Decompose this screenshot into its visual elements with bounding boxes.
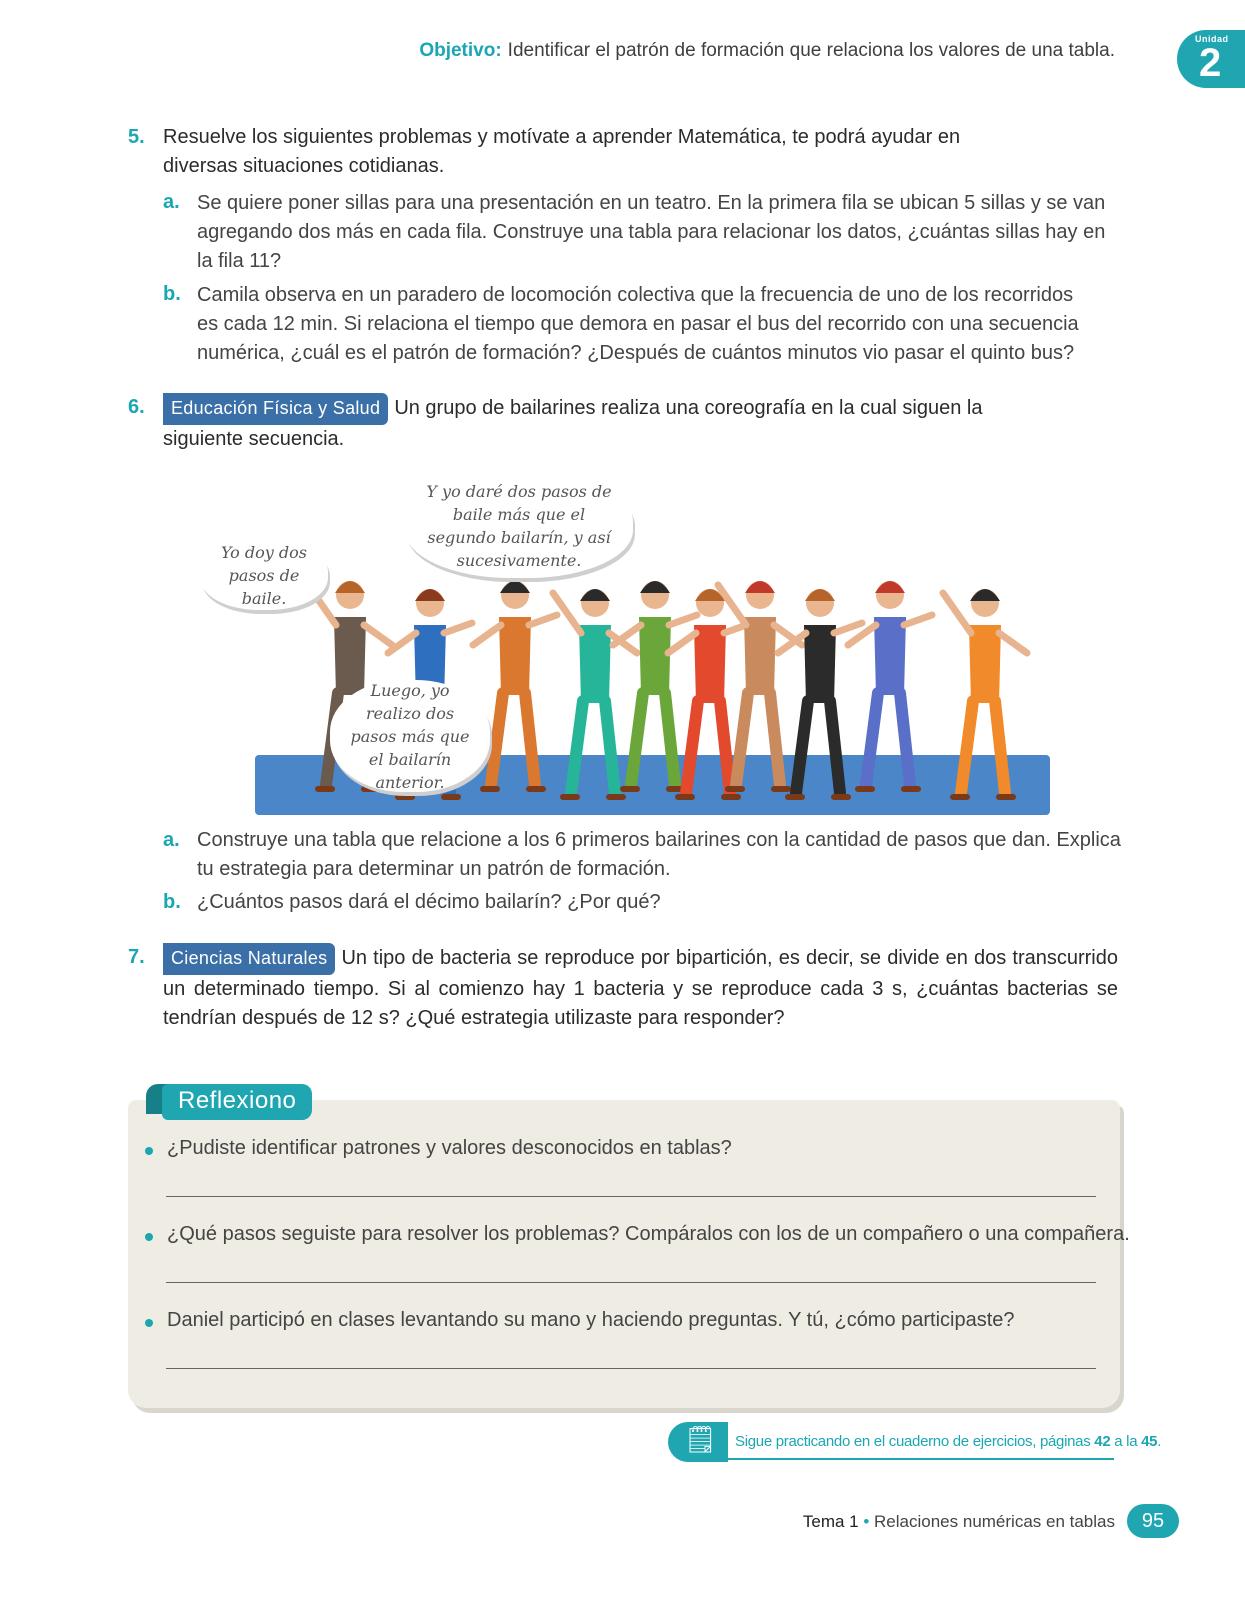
exercise-7-statement (163, 943, 1118, 1033)
bullet-icon (145, 1147, 153, 1155)
reflexiono-question-2: ¿Qué pasos seguiste para resolver los problemas? Compáralos con los de un compañero o una compañera. (167, 1223, 1130, 1245)
exercise-5b-text: Camila observa en un paradero de locomoción colectiva que la frecuencia de uno de los recorridos es cada 12 min. Si relaciona el tiempo que demora en pasar el bus del recorrido con una secuencia numérica, ¿cuál es el patrón de formación? ¿Después de cuántos minutos vio pasar el quinto bus? (197, 284, 1079, 364)
speech-bubble-third-dancer: Y yo daré dos pasos de baile más que el segundo bailarín, y así sucesivamente. (405, 474, 633, 578)
exercise-5-number: 5. (128, 126, 145, 148)
unit-badge (1177, 30, 1245, 88)
bullet-icon (145, 1233, 153, 1241)
subject-tag-physical-education: Educación Física y Salud (163, 393, 388, 425)
exercise-6-statement (163, 393, 1033, 454)
subject-tag-natural-sciences: Ciencias Naturales (163, 943, 335, 975)
dancer-8 (778, 589, 862, 797)
exercise-7-text: Un tipo de bacteria se reproduce por bipartición, es decir, se divide en dos transcurrido un determinado tiempo. Si al comienzo hay 1 bacteria y se reproduce cada 3 s, ¿cuántas bacterias se tendrían después de 12 s? ¿Qué estrategia utilizaste para responder? (163, 947, 1118, 1029)
footer-topic (803, 1512, 1115, 1532)
objective-text: Identificar el patrón de formación que relaciona los valores de una tabla. (507, 40, 1115, 61)
exercise-6-text: Un grupo de bailarines realiza una coreografía en la cual siguen la siguiente secuencia. (163, 397, 983, 450)
bullet-icon (145, 1319, 153, 1327)
dancer-4 (553, 589, 637, 797)
practice-underline (728, 1458, 1114, 1460)
exercise-5a-text: Se quiere poner sillas para una presentación en un teatro. En la primera fila se ubican 5 sillas y se van agregando dos más en cada fila. Construye una tabla para relacionar los datos, ¿cuántas sillas hay en la fila 11? (197, 192, 1106, 272)
exercise-6a-text: Construye una tabla que relacione a los 6 primeros bailarines con la cantidad de pasos que dan. Explica tu estrategia para determinar un patrón de formación. (197, 829, 1121, 880)
dancers-figures (200, 470, 1070, 820)
footer-title: Relaciones numéricas en tablas (874, 1512, 1115, 1531)
exercise-6b-letter: b. (163, 891, 181, 913)
exercise-6b-text: ¿Cuántos pasos dará el décimo bailarín? ¿Por qué? (197, 891, 661, 913)
exercise-7-number: 7. (128, 946, 145, 968)
dancer-5 (613, 581, 697, 789)
reflexiono-title: Reflexiono (162, 1084, 312, 1120)
dancer-10 (943, 589, 1027, 797)
practice-connector: a la (1114, 1433, 1138, 1450)
answer-line-3[interactable] (166, 1368, 1096, 1369)
exercise-6a-letter: a. (163, 829, 180, 851)
dancers-illustration (200, 470, 1070, 820)
notebook-icon: 🗒 (684, 1424, 718, 1454)
reflexiono-question-3: Daniel participó en clases levantando su mano y haciendo preguntas. Y tú, ¿cómo participaste? (167, 1309, 1015, 1331)
unit-label: Unidad (1195, 34, 1229, 44)
objective-label: Objetivo: (419, 40, 502, 61)
answer-line-1[interactable] (166, 1196, 1096, 1197)
answer-line-2[interactable] (166, 1282, 1096, 1283)
speech-bubble-second-dancer: Luego, yo realizo dos pasos más que el bailarín anterior. (330, 680, 490, 792)
exercise-5-text: Resuelve los siguientes problemas y motívate a aprender Matemática, te podrá ayudar en diversas situaciones cotidianas. (163, 126, 961, 177)
practice-page-to: 45 (1141, 1433, 1158, 1450)
practice-end: . (1157, 1433, 1162, 1450)
exercise-5b-letter: b. (163, 283, 181, 305)
practice-text (735, 1433, 1161, 1450)
speech-bubble-first-dancer: Yo doy dos pasos de baile. (200, 540, 328, 610)
objective (419, 40, 1115, 62)
practice-page-from: 42 (1094, 1433, 1111, 1450)
practice-note (668, 1420, 1162, 1466)
footer-separator: • (863, 1512, 870, 1531)
exercise-6-number: 6. (128, 396, 145, 418)
practice-text-main: Sigue practicando en el cuaderno de ejercicios, páginas (735, 1433, 1091, 1450)
unit-number: 2 (1199, 41, 1222, 85)
page-number: 95 (1127, 1504, 1179, 1538)
exercise-5a-letter: a. (163, 191, 180, 213)
footer-tema: Tema 1 (802, 1512, 859, 1531)
reflexiono-question-1: ¿Pudiste identificar patrones y valores desconocidos en tablas? (167, 1137, 732, 1159)
dancer-9 (848, 581, 932, 789)
